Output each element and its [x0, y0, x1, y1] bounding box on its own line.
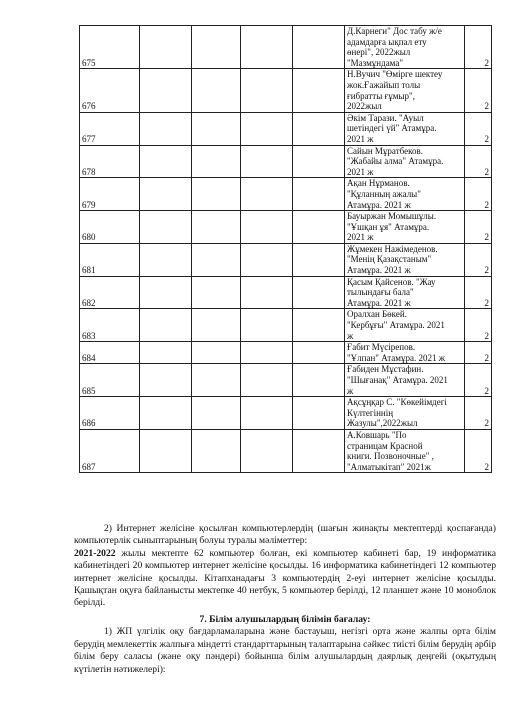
empty-cell — [192, 364, 241, 397]
empty-cell — [192, 145, 241, 178]
table-row — [80, 243, 492, 276]
empty-cell — [192, 309, 241, 342]
empty-cell — [140, 397, 192, 430]
empty-cell — [293, 26, 345, 69]
row-number: 687 — [80, 429, 140, 472]
book-title: Н.Вучич "Өмірге шектеу жок.Ғажайып толы ғибратты ғұмыр", 2022жыл — [345, 69, 465, 112]
empty-cell — [241, 178, 293, 211]
empty-cell — [241, 342, 293, 364]
empty-cell — [192, 397, 241, 430]
book-title: Жұмекен Нажімеденов. "Менің Қазақстаным" Атамұра. 2021 ж — [345, 243, 465, 276]
empty-cell — [241, 145, 293, 178]
book-title: Д.Карнеги" Дос табу ж/е адамдарға ықпал ету өнері", 2022жыл "Мазмұндама" — [345, 26, 465, 69]
empty-cell — [140, 429, 192, 472]
row-number: 677 — [80, 112, 140, 145]
book-title: Ғабиден Мұстафин. "Шығанақ" Атамұра. 2021 ж — [345, 364, 465, 397]
empty-cell — [192, 69, 241, 112]
empty-cell — [192, 178, 241, 211]
empty-cell — [293, 276, 345, 309]
row-number: 680 — [80, 211, 140, 244]
book-quantity: 2 — [465, 178, 492, 211]
empty-cell — [140, 243, 192, 276]
book-quantity: 2 — [465, 145, 492, 178]
empty-cell — [140, 364, 192, 397]
book-quantity: 2 — [465, 429, 492, 472]
empty-cell — [140, 69, 192, 112]
empty-cell — [293, 429, 345, 472]
row-number: 678 — [80, 145, 140, 178]
empty-cell — [140, 276, 192, 309]
book-quantity: 2 — [465, 69, 492, 112]
table-row — [80, 309, 492, 342]
empty-cell — [241, 69, 293, 112]
book-title: Сайын Мұратбеков. "Жабайы алма" Атамұра. 2021 ж — [345, 145, 465, 178]
book-title: Оралхан Бөкей. "Кербұғы" Атамұра. 2021 ж — [345, 309, 465, 342]
empty-cell — [140, 178, 192, 211]
book-title: Ақан Нұрманов. "Құланның ажалы" Атамұра. 2021 ж — [345, 178, 465, 211]
table-row — [80, 145, 492, 178]
empty-cell — [192, 276, 241, 309]
row-number: 685 — [80, 364, 140, 397]
empty-cell — [241, 112, 293, 145]
table-row — [80, 211, 492, 244]
empty-cell — [293, 364, 345, 397]
book-title: Қасым Қайсенов. "Жау тылындағы бала" Атамұра. 2021 ж — [345, 276, 465, 309]
empty-cell — [293, 397, 345, 430]
empty-cell — [241, 276, 293, 309]
book-quantity: 2 — [465, 342, 492, 364]
table-row — [80, 276, 492, 309]
row-number: 686 — [80, 397, 140, 430]
empty-cell — [293, 69, 345, 112]
school-year: 2021-2022 — [74, 547, 116, 559]
row-number: 675 — [80, 26, 140, 69]
row-number: 676 — [80, 69, 140, 112]
book-title: Әкім Тарази. "Ауыл шетіндегі үй" Атамұра. 2021 ж — [345, 112, 465, 145]
book-title: Ғабит Мүсірепов. "Ұлпан" Атамұра. 2021 ж — [345, 342, 465, 364]
table-row — [80, 26, 492, 69]
empty-cell — [293, 145, 345, 178]
row-number: 679 — [80, 178, 140, 211]
table-row — [80, 69, 492, 112]
section-heading: 7. Білім алушылардың білімін бағалау: — [199, 614, 371, 625]
empty-cell — [192, 429, 241, 472]
empty-cell — [241, 26, 293, 69]
row-number: 682 — [80, 276, 140, 309]
empty-cell — [140, 145, 192, 178]
empty-cell — [293, 211, 345, 244]
table-row — [80, 342, 492, 364]
empty-cell — [192, 112, 241, 145]
empty-cell — [241, 397, 293, 430]
table-row — [80, 397, 492, 430]
table-body — [80, 26, 492, 473]
empty-cell — [293, 112, 345, 145]
table-row — [80, 364, 492, 397]
computers-section — [74, 523, 496, 610]
row-number: 681 — [80, 243, 140, 276]
table-row — [80, 178, 492, 211]
empty-cell — [192, 342, 241, 364]
empty-cell — [241, 243, 293, 276]
book-title: А.Ковшарь "По страницам Красной книги. Позвоночные" , "Алматыкітап" 2021ж — [345, 429, 465, 472]
book-quantity: 2 — [465, 26, 492, 69]
book-quantity: 2 — [465, 211, 492, 244]
assessment-section — [74, 614, 496, 676]
book-quantity: 2 — [465, 112, 492, 145]
empty-cell — [293, 178, 345, 211]
row-number: 684 — [80, 342, 140, 364]
empty-cell — [293, 309, 345, 342]
empty-cell — [192, 243, 241, 276]
empty-cell — [140, 309, 192, 342]
empty-cell — [140, 211, 192, 244]
empty-cell — [293, 243, 345, 276]
empty-cell — [293, 342, 345, 364]
empty-cell — [241, 364, 293, 397]
empty-cell — [192, 211, 241, 244]
book-quantity: 2 — [465, 276, 492, 309]
book-quantity: 2 — [465, 243, 492, 276]
book-title: Ақсұңқар С. "Көкейімдегі Күлтегіннің Жазулы",2022жыл — [345, 397, 465, 430]
book-quantity: 2 — [465, 364, 492, 397]
table-row — [80, 429, 492, 472]
empty-cell — [241, 429, 293, 472]
computers-intro: 2) Интернет желісіне қосылған компьютерлердің (шағын жинақты мектептерді қоспағанда) компьютерлік сыныптарының болуы туралы мәліметтер: — [74, 523, 496, 547]
computers-info — [74, 548, 496, 610]
empty-cell — [241, 309, 293, 342]
empty-cell — [241, 211, 293, 244]
library-books-table — [79, 25, 492, 473]
empty-cell — [192, 26, 241, 69]
book-title: Бауыржан Момышұлы. "Ұшқан ұя" Атамұра. 2021 ж — [345, 211, 465, 244]
book-quantity: 2 — [465, 397, 492, 430]
empty-cell — [140, 342, 192, 364]
empty-cell — [140, 112, 192, 145]
row-number: 683 — [80, 309, 140, 342]
assessment-body: 1) ЖП үлгілік оқу бағдарламаларына және бастауыш, негізгі орта және жалпы орта білім берудің мемлекеттік жалпыға міндетті стандарттарының талаптарына сәйкес тиісті білім берудің әрбір білім беру саласы (және оқу пәндері) бойынша білім алушылардың даярлық деңгейі (оқытудың күтілетін нәтижелері): — [74, 626, 496, 675]
book-quantity: 2 — [465, 309, 492, 342]
table-row — [80, 112, 492, 145]
computers-body: жылы мектепте 62 компьютер болған, екі компьютер кабинеті бар, 19 информатика кабинетіндегі 20 компьютер интернет желісіне қосылды. 16 информатика кабинетіндегі 12 компьютер интернет желісіне қосылды. Кітапханадағы 3 компьютердің 2-еуі интернет желісіне қосылды. Қашықтан оқуға байланысты мектепке 40 нетбук, 5 компьютер берілді, 12 планшет және 10 моноблок берілді. — [74, 547, 496, 609]
empty-cell — [140, 26, 192, 69]
